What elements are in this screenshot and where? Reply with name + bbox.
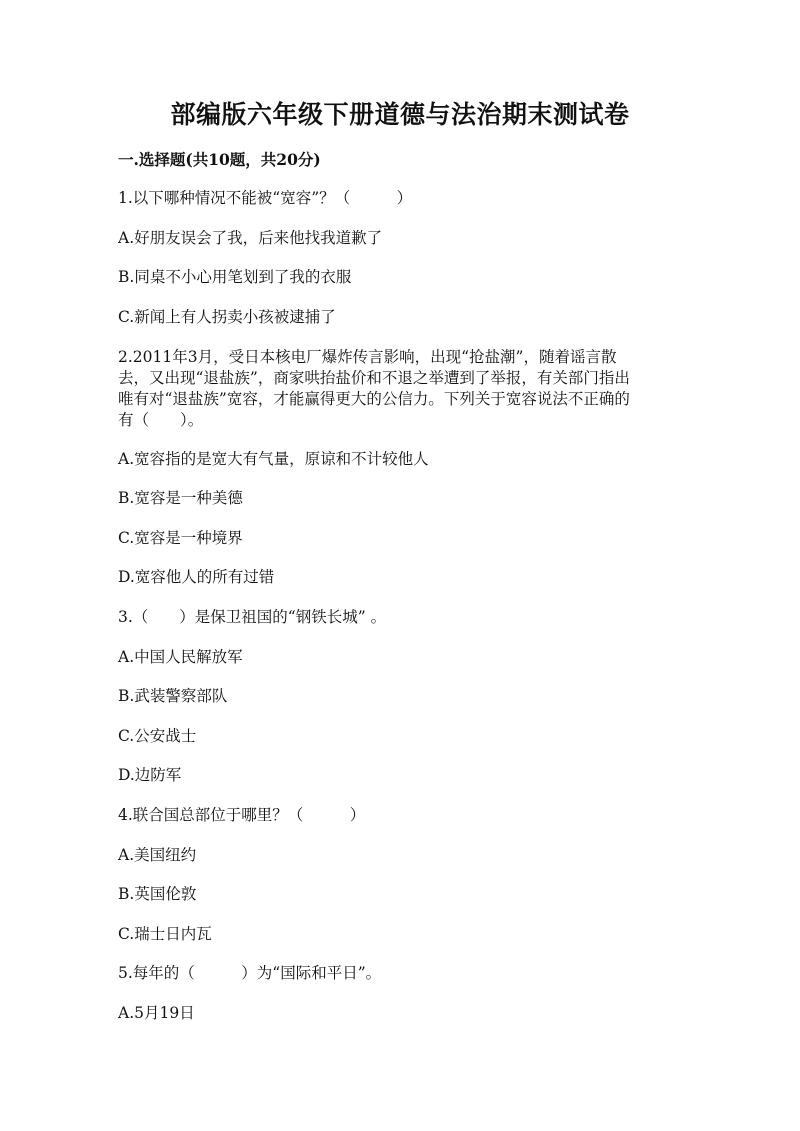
question-2-stem-line-4: 有（ ）。 <box>118 411 204 429</box>
question-1-option-a: A.好朋友误会了我，后来他找我道歉了 <box>118 229 383 247</box>
question-2-option-d: D.宽容他人的所有过错 <box>118 568 275 586</box>
question-2-stem-line-1: 2.2011年3月，受日本核电厂爆炸传言影响，出现“抢盐潮”，随着谣言散 <box>118 348 617 366</box>
question-3-option-c: C.公安战士 <box>118 727 197 745</box>
question-2-stem <box>118 347 678 431</box>
question-4-option-c: C.瑞士日内瓦 <box>118 925 212 943</box>
question-4-option-b: B.英国伦敦 <box>118 885 197 903</box>
question-3-option-d: D.边防军 <box>118 766 182 784</box>
question-2-stem-line-2: 去，又出现“退盐族”，商家哄抬盐价和不退之举遭到了举报，有关部门指出 <box>118 369 630 387</box>
question-1-stem: 1.以下哪种情况不能被“宽容”？（ ） <box>118 189 413 207</box>
question-2-option-a: A.宽容指的是宽大有气量，原谅和不计较他人 <box>118 450 429 468</box>
question-3-option-a: A.中国人民解放军 <box>118 648 243 666</box>
page-title: 部编版六年级下册道德与法治期末测试卷 <box>170 100 630 129</box>
section-heading: 一.选择题(共10题，共20分) <box>118 150 321 169</box>
question-2-stem-line-3: 唯有对“退盐族”宽容，才能赢得更大的公信力。下列关于宽容说法不正确的 <box>118 390 630 408</box>
question-1-option-c: C.新闻上有人拐卖小孩被逮捕了 <box>118 308 336 326</box>
question-1-option-b: B.同桌不小心用笔划到了我的衣服 <box>118 268 352 286</box>
question-2-option-c: C.宽容是一种境界 <box>118 529 243 547</box>
question-2-option-b: B.宽容是一种美德 <box>118 489 243 507</box>
question-5-option-a: A.5月19日 <box>118 1004 195 1022</box>
question-5-stem: 5.每年的（ ）为“国际和平日”。 <box>118 964 382 982</box>
question-4-stem: 4.联合国总部位于哪里？（ ） <box>118 806 366 824</box>
question-3-option-b: B.武装警察部队 <box>118 687 228 705</box>
question-3-stem: 3.（ ）是保卫祖国的“钢铁长城” 。 <box>118 608 387 626</box>
question-4-option-a: A.美国纽约 <box>118 846 197 864</box>
